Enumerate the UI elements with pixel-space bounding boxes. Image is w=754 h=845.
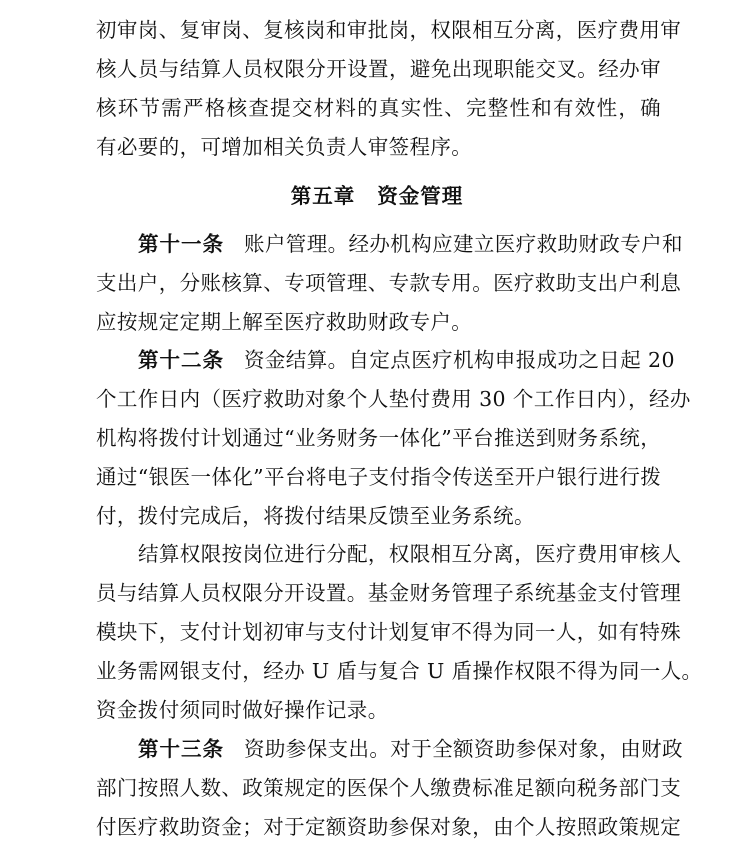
chapter-title: 资金管理 [377, 184, 464, 208]
article-12-first-line [138, 345, 675, 375]
body-text-line: 业务需网银支付，经办 U 盾与复合 U 盾操作权限不得为同一人。 [96, 659, 703, 683]
body-text-line: 支出户，分账核算、专项管理、专款专用。医疗救助支出户利息 [96, 271, 682, 295]
body-text-line: 个工作日内（医疗救助对象个人垫付费用 30 个工作日内），经办 [96, 387, 691, 411]
body-text-line: 应按规定定期上解至医疗救助财政专户。 [96, 310, 473, 334]
body-text-line: 付医疗救助资金；对于定额资助参保对象，由个人按照政策规定 [96, 815, 682, 839]
body-text-line: 部门按照人数、政策规定的医保个人缴费标准足额向税务部门支 [96, 776, 682, 800]
body-text-line: 付，拨付完成后，将拨付结果反馈至业务系统。 [96, 504, 535, 528]
body-text-line: 有必要的，可增加相关负责人审签程序。 [96, 135, 473, 159]
article-text: 账户管理。经办机构应建立医疗救助财政专户和 [244, 232, 683, 256]
paragraph-first-line: 结算权限按岗位进行分配，权限相互分离，医疗费用审核人 [138, 542, 682, 566]
article-13-first-line [138, 734, 683, 764]
body-text-line: 模块下，支付计划初审与支付计划复审不得为同一人，如有特殊 [96, 620, 682, 644]
article-text: 资助参保支出。对于全额资助参保对象，由财政 [244, 737, 683, 761]
body-text-line: 初审岗、复审岗、复核岗和审批岗，权限相互分离，医疗费用审 [96, 18, 682, 42]
article-label: 第十三条 [138, 737, 224, 761]
article-label: 第十二条 [138, 348, 224, 372]
body-text-line: 资金拨付须同时做好操作记录。 [96, 698, 389, 722]
article-label: 第十一条 [138, 232, 224, 256]
body-text-line: 核环节需严格核查提交材料的真实性、完整性和有效性，确 [96, 96, 661, 120]
body-text-line: 通过“银医一体化”平台将电子支付指令传送至开户银行进行拨 [96, 465, 662, 489]
chapter-number: 第五章 [290, 184, 356, 208]
body-text-line: 机构将拨付计划通过“业务财务一体化”平台推送到财务系统， [96, 426, 662, 450]
article-text: 资金结算。自定点医疗机构申报成功之日起 20 [244, 348, 675, 372]
article-11-first-line [138, 229, 683, 259]
body-text-line: 员与结算人员权限分开设置。基金财务管理子系统基金支付管理 [96, 581, 682, 605]
chapter-heading [0, 181, 754, 211]
body-text-line: 核人员与结算人员权限分开设置，避免出现职能交叉。经办审 [96, 57, 661, 81]
